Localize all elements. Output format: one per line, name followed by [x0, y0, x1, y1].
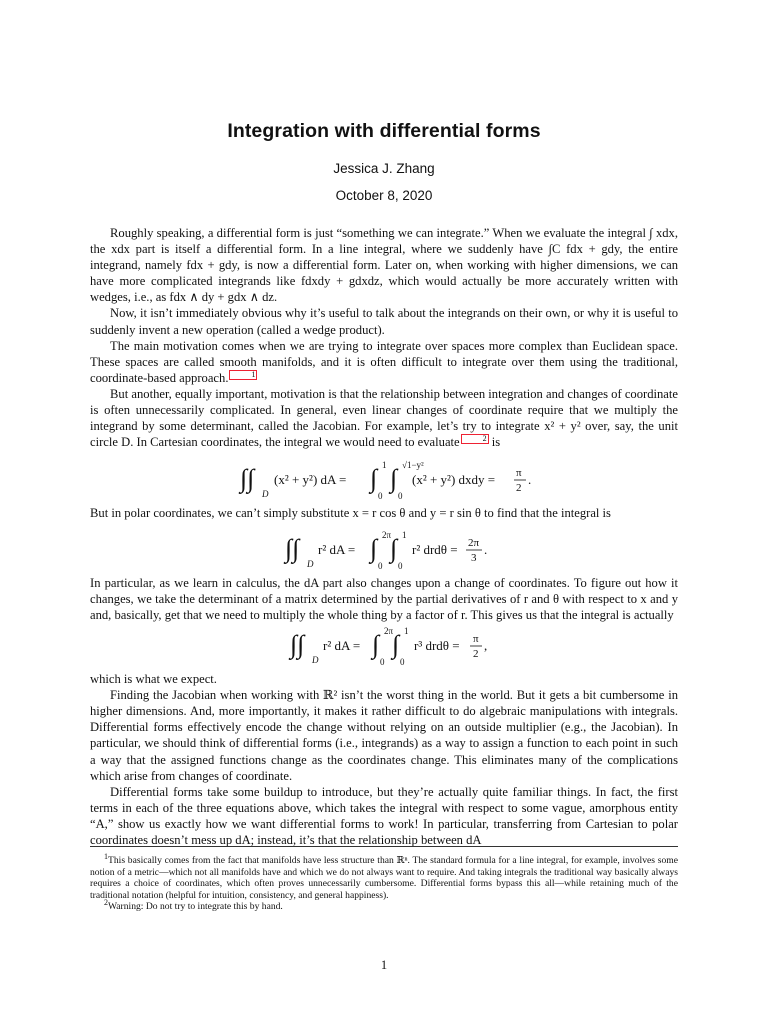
svg-text:2π: 2π: [384, 626, 394, 637]
footnote-1: $^1$This basically comes from the fact that manifolds have less structure than ℝⁿ. The standard formula for a line integral, for example, involves some notion of a metric—which not all manifolds have and which we do not always want to require. And taking integrals the traditional way basically always requires a choice of coordinates, which often proves unnecessarily cumbersome. Differential forms bypass this all—while retaining much of the traditional notation (helpful for intuition, consistency, and general happiness).: [90, 851, 678, 901]
svg-text:0: 0: [398, 560, 403, 571]
equation-polar-jacobian: [90, 625, 678, 668]
svg-text:∫: ∫: [390, 463, 398, 493]
paragraph-intro: Roughly speaking, a differential form is just “something we can integrate.” When we evaluate the integral ∫ xdx, the xdx part is itself a differential form. In a line integral, where we suddenly have ∫C fdx + gdy, the entire integrand, namely fdx + gdy, is now a differential form. Later on, when working with higher dimensions, we can have more complicated integrands like fdxdy + gdxdz, which would actually be more accurately written with wedges, i.e., as fdx ∧ dy + gdx ∧ dz.: [90, 226, 678, 305]
svg-text:.: .: [484, 541, 488, 557]
body-text: [90, 225, 678, 848]
svg-text:D: D: [307, 558, 314, 569]
paragraph-higher-dimensions: Finding the Jacobian when working with ℝ² isn’t the worst thing in the world. But it gets a bit cumbersome in higher dimensions. And, more importantly, it makes it rather difficult to do algebraic manipulations with integrals. Differential forms effectively encode the change without relying on an outside multiplier (e.g., the Jacobian). In particular, we should think of differential forms (i.e., integrands) as a way to assign a function to each point in such a way that the assigned functions change as the coordinates change. This eliminates many of the complications which arise from changes of coordinate.: [90, 688, 678, 783]
svg-text:1: 1: [402, 529, 407, 540]
svg-text:0: 0: [400, 657, 405, 668]
svg-text:∫∫: ∫∫: [290, 630, 305, 660]
svg-text:D: D: [312, 655, 319, 666]
svg-text:√1−y²: √1−y²: [402, 459, 424, 470]
svg-text:(x² + y²) dxdy =: (x² + y²) dxdy =: [412, 471, 496, 487]
paragraph-wedge: Now, it isn’t immediately obvious why it’s useful to talk about the integrands on their own, or why it is useful to suddenly invent a new operation (called a wedge product).: [90, 306, 678, 337]
publication-date: October 8, 2020: [335, 188, 433, 203]
svg-text:2π: 2π: [468, 536, 480, 549]
svg-text:∫: ∫: [370, 533, 378, 563]
svg-text:∫∫: ∫∫: [285, 533, 300, 563]
footnote-2: $^2$Warning: Do not try to integrate this by hand.: [104, 897, 283, 912]
page-number: 1: [380, 958, 388, 972]
paragraph-polar: But in polar coordinates, we can’t simply substitute x = r cos θ and y = r sin θ to find that the integral is: [90, 505, 611, 520]
svg-text:0: 0: [378, 490, 383, 501]
paper-page: [90, 0, 678, 1024]
paper-title: Integration with differential forms: [227, 120, 541, 142]
svg-text:r² dA =: r² dA =: [323, 638, 361, 654]
svg-text:2: 2: [473, 648, 479, 661]
footnotes: [90, 846, 678, 913]
svg-text:∫: ∫: [372, 630, 380, 660]
svg-text:r³ drdθ =: r³ drdθ =: [414, 638, 460, 654]
svg-text:0: 0: [380, 657, 385, 668]
paragraph-expected: which is what we expect.: [90, 672, 217, 687]
equation-cartesian: [90, 459, 678, 499]
footnote-ref-2[interactable]: 2: [461, 434, 489, 444]
svg-text:r² dA =: r² dA =: [318, 541, 356, 557]
svg-text:π: π: [473, 633, 479, 646]
svg-text:r² drdθ =: r² drdθ =: [412, 541, 458, 557]
equation-polar: [90, 529, 678, 569]
paragraph-buildup: Differential forms take some buildup to introduce, but they’re actually quite familiar things. In fact, the first terms in each of the three equations above, which takes the integral with respect to some vague, amorphous entity “A,” show us exactly how we want differential forms to work! In particular, transferring from Cartesian to polar coordinates doesn’t mess up dA; instead, it’s that the relationship between dA: [90, 784, 678, 847]
footnote-ref-1[interactable]: 1: [229, 370, 257, 380]
svg-text:D: D: [262, 488, 269, 499]
svg-text:3: 3: [471, 551, 477, 564]
paragraph-manifolds: The main motivation comes when we are trying to integrate over spaces more complex than Euclidean space. These spaces are called smooth manifolds, and it is often difficult to integrate over them using the traditional, coordinate-based approach. 1: [90, 338, 678, 386]
svg-text:1: 1: [382, 459, 387, 470]
svg-text:1: 1: [404, 626, 409, 637]
svg-text:2π: 2π: [382, 529, 392, 540]
svg-text:0: 0: [378, 560, 383, 571]
svg-text:∫: ∫: [392, 630, 400, 660]
paragraph-jacobian: But another, equally important, motivation is that the relationship between integration and changes of coordinate is often unnecessarily complicated. In general, even linear changes of coordinate require that we multiply the integrand by some determinant, called the Jacobian. For example, let’s try to integrate x² + y² over, say, the unit circle D. In Cartesian coordinates, the integral we would need to evaluate 2 is: [90, 387, 678, 450]
svg-text:(x² + y²) dA =: (x² + y²) dA =: [274, 471, 347, 487]
author-name: Jessica J. Zhang: [333, 161, 435, 176]
svg-text:2: 2: [516, 481, 522, 494]
svg-text:π: π: [516, 466, 522, 479]
paragraph-change-of-coordinates: In particular, as we learn in calculus, the dA part also changes upon a change of coordinates. To figure out how it changes, we take the determinant of a matrix determined by the partial derivatives of r and θ with respect to x and y and, basically, get that we need to multiply the whole thing by a factor of r. This gives us that the integral is actually: [90, 575, 678, 622]
svg-text:∫: ∫: [390, 533, 398, 563]
svg-text:∫∫: ∫∫: [240, 463, 255, 493]
svg-text:.: .: [528, 471, 532, 487]
svg-text:,: ,: [484, 638, 488, 654]
svg-text:0: 0: [398, 490, 403, 501]
svg-text:∫: ∫: [370, 463, 378, 493]
